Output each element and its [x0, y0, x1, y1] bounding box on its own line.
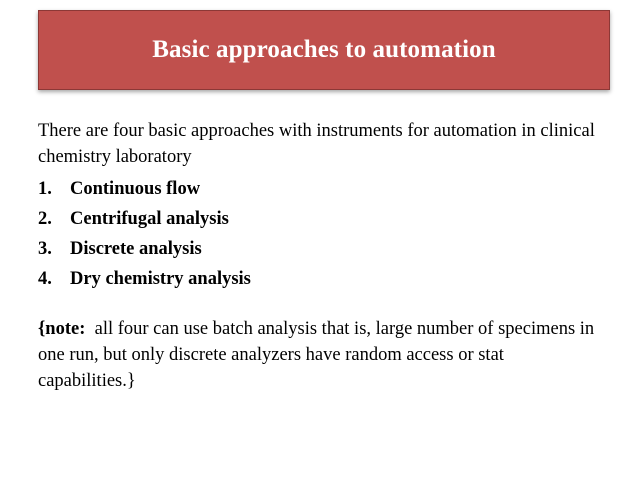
list-item	[38, 234, 598, 264]
list-item-label: Centrifugal analysis	[70, 209, 229, 229]
list-item-label: Discrete analysis	[70, 239, 202, 259]
list-item	[38, 174, 598, 204]
title-banner	[38, 10, 610, 90]
list-item-number: 1.	[38, 179, 52, 199]
list-item-number: 4.	[38, 269, 52, 289]
approaches-list	[38, 174, 598, 294]
list-item	[38, 204, 598, 234]
list-item-number: 3.	[38, 239, 52, 259]
note-text: all four can use batch analysis that is, large number of specimens in one run, but only discrete analyzers have random access or stat capabilities.}	[38, 319, 595, 391]
list-item-number: 2.	[38, 209, 52, 229]
slide-body	[38, 118, 598, 394]
slide-title: Basic approaches to automation	[152, 36, 496, 63]
note-paragraph	[38, 316, 598, 394]
note-lead: {note:	[38, 319, 86, 339]
intro-paragraph: There are four basic approaches with instruments for automation in clinical chemistry laboratory	[38, 121, 595, 167]
list-item-label: Continuous flow	[70, 179, 201, 199]
list-item	[38, 264, 598, 294]
list-item-label: Dry chemistry analysis	[70, 269, 251, 289]
